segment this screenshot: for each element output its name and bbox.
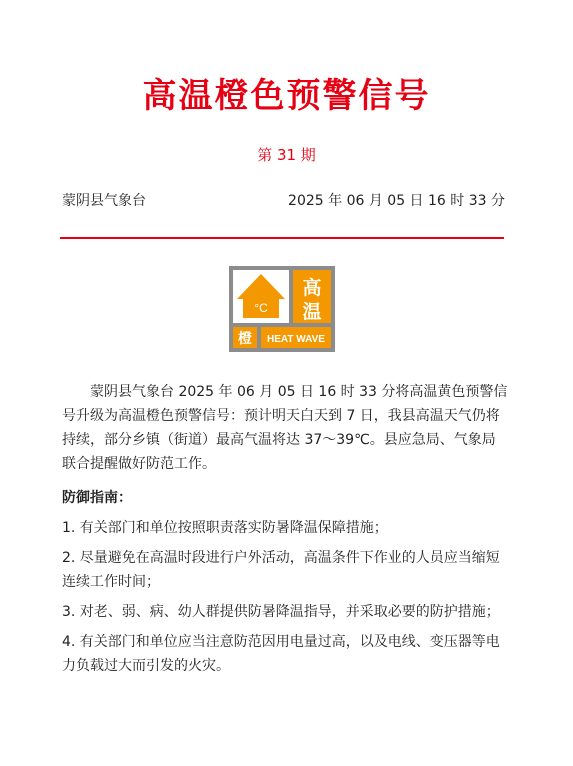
heat-wave-text: HEAT WAVE — [267, 334, 325, 345]
issuer-row — [62, 190, 505, 210]
celsius-symbol: °C — [254, 301, 268, 315]
guide-item-4: 4. 有关部门和单位应当注意防范因用电量过高，以及电线、变压器等电力负载过大而引发的火灾。 — [62, 634, 500, 674]
guide-item-1: 1. 有关部门和单位按照职责落实防暑降温保障措施； — [62, 520, 388, 536]
sign-text-wen: 温 — [302, 301, 322, 323]
issue-datetime: 2025 年 06 月 05 日 16 时 33 分 — [288, 193, 505, 209]
guide-item-3: 3. 对老、弱、病、幼人群提供防暑降温指导，并采取必要的防护措施； — [62, 604, 500, 620]
warning-paragraph: 蒙阴县气象台 2025 年 06 月 05 日 16 时 33 分将高温黄色预警信号升级为高温橙色预警信号：预计明天白天到 7 日，我县高温天气仍将持续，部分乡镇（街道）最高气温将达 37～39℃。县应急局、气象局联合提醒做好防范工作。 — [62, 384, 508, 472]
red-divider — [60, 237, 504, 239]
sign-text-gao: 高 — [302, 277, 322, 299]
issue-number: 第 31 期 — [257, 146, 316, 164]
warning-sign-graphic — [229, 266, 335, 352]
issuer-name: 蒙阴县气象台 — [62, 193, 146, 209]
page-title: 高温橙色预警信号 — [142, 76, 431, 116]
guide-item-2: 2. 尽量避免在高温时段进行户外活动，高温条件下作业的人员应当缩短连续工作时间； — [62, 550, 500, 590]
guide-heading: 防御指南： — [62, 490, 132, 506]
warning-content — [62, 380, 508, 678]
heat-wave-orange-icon — [229, 266, 335, 352]
level-text: 橙 — [238, 331, 252, 347]
